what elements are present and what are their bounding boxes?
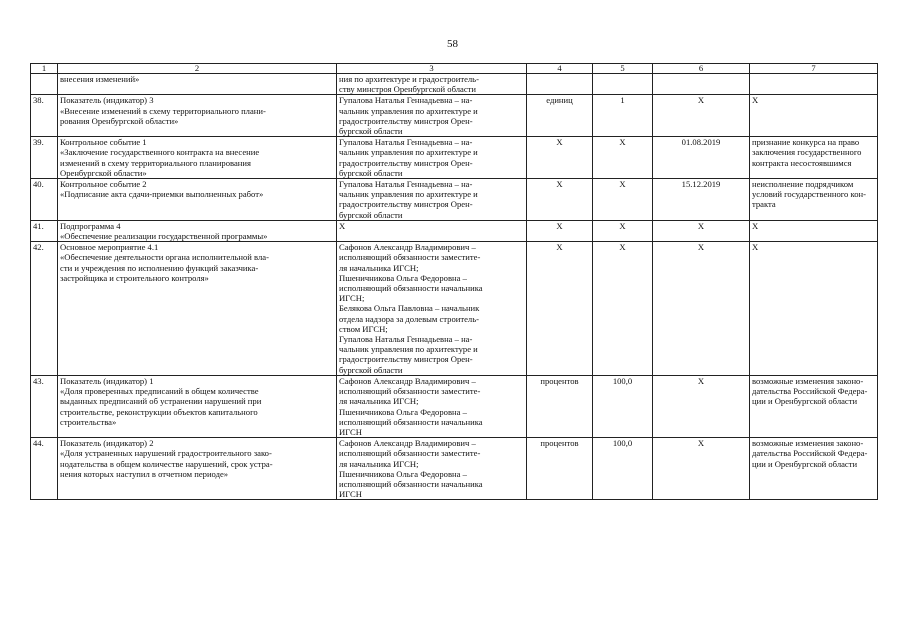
responsible-person xyxy=(337,220,527,241)
responsible-person xyxy=(337,74,527,95)
item-name xyxy=(58,375,337,437)
cell-lines xyxy=(60,179,334,199)
table-row xyxy=(31,220,878,241)
responsible-person xyxy=(337,179,527,221)
unit-cell: X xyxy=(527,242,593,376)
cell-lines xyxy=(339,376,524,407)
text-line: исполняющий обязанности начальника xyxy=(339,478,483,489)
text-line: ния по архитектуре и градостроитель- xyxy=(339,74,479,84)
table-row xyxy=(31,74,878,95)
unit-cell: X xyxy=(527,220,593,241)
text-line: градостроительству минстроя Орен- xyxy=(339,157,473,168)
value-cell: 100,0 xyxy=(593,438,653,500)
row-number: 39. xyxy=(31,137,58,179)
text-line: отдела надзора за долевым строитель- xyxy=(339,313,479,324)
column-header: 3 xyxy=(337,64,527,74)
item-name xyxy=(58,179,337,221)
text-line: Подпрограмма 4 xyxy=(60,220,121,231)
cell-lines xyxy=(339,407,524,438)
text-line: ству минстроя Оренбургской области xyxy=(339,84,477,95)
text-line: Контрольное событие 1 xyxy=(60,137,147,148)
unit-cell: единиц xyxy=(527,95,593,137)
cell-lines xyxy=(60,242,334,283)
risk-cell xyxy=(750,179,878,221)
program-table xyxy=(30,63,878,500)
text-line: рования Оренбургской области» xyxy=(60,115,179,126)
risk-cell xyxy=(750,74,878,95)
value-cell: X xyxy=(593,242,653,376)
cell-lines xyxy=(339,242,524,273)
risk-cell xyxy=(750,220,878,241)
text-line: исполняющий обязанности заместите- xyxy=(339,448,481,459)
text-line: исполняющий обязанности начальника xyxy=(339,283,483,294)
text-line: заключения государственного xyxy=(752,147,862,158)
text-line: нодательства в общем количестве нарушений, срок устра- xyxy=(60,458,273,469)
table-row xyxy=(31,375,878,437)
text-line: градостроительству минстроя Орен- xyxy=(339,199,473,210)
item-name xyxy=(58,242,337,376)
cell-lines xyxy=(339,95,524,136)
unit-cell xyxy=(527,74,593,95)
responsible-person xyxy=(337,95,527,137)
column-header: 7 xyxy=(750,64,878,74)
row-number xyxy=(31,74,58,95)
text-line: сти и учреждения по исполнению функций заказчика- xyxy=(60,262,259,273)
text-line: строительства» xyxy=(60,416,117,427)
cell-lines xyxy=(752,137,875,168)
text-line: X xyxy=(752,242,759,253)
text-line: градостроительству минстроя Орен- xyxy=(339,354,473,365)
text-line: чальник управления по архитектуре и xyxy=(339,105,478,116)
text-line: Сафонов Александр Владимирович – xyxy=(339,242,476,253)
value-cell xyxy=(593,74,653,95)
text-line: Сафонов Александр Владимирович – xyxy=(339,375,476,386)
column-header: 2 xyxy=(58,64,337,74)
item-name xyxy=(58,95,337,137)
text-line: бургской области xyxy=(339,126,403,137)
date-cell: X xyxy=(653,438,750,500)
cell-lines xyxy=(339,179,524,220)
cell-lines xyxy=(339,74,524,94)
text-line: «Обеспечение деятельности органа исполнительной вла- xyxy=(60,252,269,263)
text-line: бургской области xyxy=(339,209,403,220)
date-cell: X xyxy=(653,220,750,241)
cell-lines xyxy=(60,221,334,241)
unit-cell: процентов xyxy=(527,438,593,500)
text-line: X xyxy=(752,220,759,231)
cell-lines xyxy=(752,376,875,407)
text-line: Оренбургской области» xyxy=(60,167,147,178)
risk-cell xyxy=(750,438,878,500)
text-line: ля начальника ИГСН; xyxy=(339,396,419,407)
date-cell: 15.12.2019 xyxy=(653,179,750,221)
text-line: «Подписание акта сдачи-приемки выполненных работ» xyxy=(60,189,264,200)
text-line: дательства Российской Федера- xyxy=(752,386,868,397)
responsible-person xyxy=(337,438,527,500)
cell-lines xyxy=(339,303,524,334)
item-name xyxy=(58,438,337,500)
text-line: чальник управления по архитектуре и xyxy=(339,147,478,158)
text-line: исполняющий обязанности начальника xyxy=(339,416,483,427)
text-line: «Доля проверенных предписаний в общем количестве xyxy=(60,386,259,397)
text-line: «Внесение изменений в схему территориального плани- xyxy=(60,105,266,116)
text-line: тракта xyxy=(752,199,776,210)
cell-lines xyxy=(60,137,334,178)
text-line: ции и Оренбургской области xyxy=(752,396,858,407)
text-line: Гупалова Наталья Геннадьевна – на- xyxy=(339,137,473,148)
value-cell: 100,0 xyxy=(593,375,653,437)
column-header: 4 xyxy=(527,64,593,74)
cell-lines xyxy=(339,438,524,469)
text-line: условий государственного кон- xyxy=(752,189,867,200)
text-line: бургской области xyxy=(339,167,403,178)
text-line: бургской области xyxy=(339,364,403,375)
text-line: Показатель (индикатор) 2 xyxy=(60,438,154,449)
text-line: контракта несостоявшимся xyxy=(752,157,852,168)
text-line: ля начальника ИГСН; xyxy=(339,262,419,273)
text-line: «Заключение государственного контракта на внесение xyxy=(60,147,260,158)
row-number: 43. xyxy=(31,375,58,437)
text-line: возможные изменения законо- xyxy=(752,438,864,449)
value-cell: X xyxy=(593,220,653,241)
column-number-row xyxy=(31,64,878,74)
text-line: чальник управления по архитектуре и xyxy=(339,189,478,200)
text-line: «Доля устраненных нарушений градостроительного зако- xyxy=(60,448,272,459)
text-line: возможные изменения законо- xyxy=(752,375,864,386)
text-line: X xyxy=(339,220,346,231)
text-line: Сафонов Александр Владимирович – xyxy=(339,438,476,449)
risk-cell xyxy=(750,95,878,137)
text-line: градостроительству минстроя Орен- xyxy=(339,115,473,126)
text-line: Пшеничникова Ольга Федоровна – xyxy=(339,468,467,479)
responsible-person xyxy=(337,137,527,179)
text-line: ИГСН xyxy=(339,489,362,500)
text-line: внесения изменений» xyxy=(60,74,140,84)
text-line: ля начальника ИГСН; xyxy=(339,458,419,469)
text-line: ством ИГСН; xyxy=(339,323,388,334)
cell-lines xyxy=(339,334,524,375)
text-line: Контрольное событие 2 xyxy=(60,179,147,190)
date-cell xyxy=(653,74,750,95)
text-line: неисполнение подрядчиком xyxy=(752,179,854,190)
table-row xyxy=(31,242,878,376)
text-line: Показатель (индикатор) 3 xyxy=(60,95,154,106)
text-line: изменений в схему территориального планирования xyxy=(60,157,251,168)
row-number: 42. xyxy=(31,242,58,376)
text-line: Гупалова Наталья Геннадьевна – на- xyxy=(339,95,473,106)
text-line: Белякова Ольга Павловна – начальник xyxy=(339,303,480,314)
item-name xyxy=(58,74,337,95)
column-header: 5 xyxy=(593,64,653,74)
text-line: выданных предписаний об устранении нарушений при xyxy=(60,396,262,407)
text-line: ИГСН xyxy=(339,426,362,437)
text-line: нения которых наступил в отчетном периоде» xyxy=(60,468,229,479)
table-row xyxy=(31,438,878,500)
text-line: признание конкурса на право xyxy=(752,137,860,148)
cell-lines xyxy=(339,273,524,304)
text-line: Гупалова Наталья Геннадьевна – на- xyxy=(339,334,473,345)
text-line: Пшеничникова Ольга Федоровна – xyxy=(339,406,467,417)
text-line: исполняющий обязанности заместите- xyxy=(339,252,481,263)
cell-lines xyxy=(60,438,334,479)
cell-lines xyxy=(60,95,334,126)
date-cell: X xyxy=(653,95,750,137)
item-name xyxy=(58,220,337,241)
text-line: исполняющий обязанности заместите- xyxy=(339,386,481,397)
page-number: 58 xyxy=(447,38,458,50)
text-line: застройщика и строительного контроля» xyxy=(60,272,209,283)
cell-lines xyxy=(752,438,875,469)
value-cell: X xyxy=(593,179,653,221)
table-row xyxy=(31,137,878,179)
cell-lines xyxy=(60,376,334,427)
text-line: X xyxy=(752,95,759,106)
text-line: Гупалова Наталья Геннадьевна – на- xyxy=(339,179,473,190)
column-header: 1 xyxy=(31,64,58,74)
row-number: 38. xyxy=(31,95,58,137)
risk-cell xyxy=(750,375,878,437)
text-line: строительстве, реконструкции объектов капитального xyxy=(60,406,258,417)
text-line: ции и Оренбургской области xyxy=(752,458,858,469)
text-line: Основное мероприятие 4.1 xyxy=(60,242,159,253)
text-line: Пшеничникова Ольга Федоровна – xyxy=(339,272,467,283)
cell-lines xyxy=(752,95,875,105)
risk-cell xyxy=(750,137,878,179)
column-header: 6 xyxy=(653,64,750,74)
cell-lines xyxy=(339,137,524,178)
row-number: 40. xyxy=(31,179,58,221)
cell-lines xyxy=(752,221,875,231)
value-cell: X xyxy=(593,137,653,179)
risk-cell xyxy=(750,242,878,376)
row-number: 44. xyxy=(31,438,58,500)
unit-cell: X xyxy=(527,179,593,221)
date-cell: X xyxy=(653,242,750,376)
text-line: дательства Российской Федера- xyxy=(752,448,868,459)
cell-lines xyxy=(339,469,524,500)
text-line: Показатель (индикатор) 1 xyxy=(60,375,154,386)
unit-cell: процентов xyxy=(527,375,593,437)
text-line: чальник управления по архитектуре и xyxy=(339,344,478,355)
table-row xyxy=(31,179,878,221)
responsible-person xyxy=(337,242,527,376)
row-number: 41. xyxy=(31,220,58,241)
table-row xyxy=(31,95,878,137)
cell-lines xyxy=(752,179,875,210)
text-line: ИГСН; xyxy=(339,293,365,304)
cell-lines xyxy=(60,74,334,84)
text-line: «Обеспечение реализации государственной программы» xyxy=(60,231,268,242)
unit-cell: X xyxy=(527,137,593,179)
responsible-person xyxy=(337,375,527,437)
cell-lines xyxy=(752,242,875,252)
date-cell: X xyxy=(653,375,750,437)
cell-lines xyxy=(339,221,524,231)
value-cell: 1 xyxy=(593,95,653,137)
date-cell: 01.08.2019 xyxy=(653,137,750,179)
item-name xyxy=(58,137,337,179)
